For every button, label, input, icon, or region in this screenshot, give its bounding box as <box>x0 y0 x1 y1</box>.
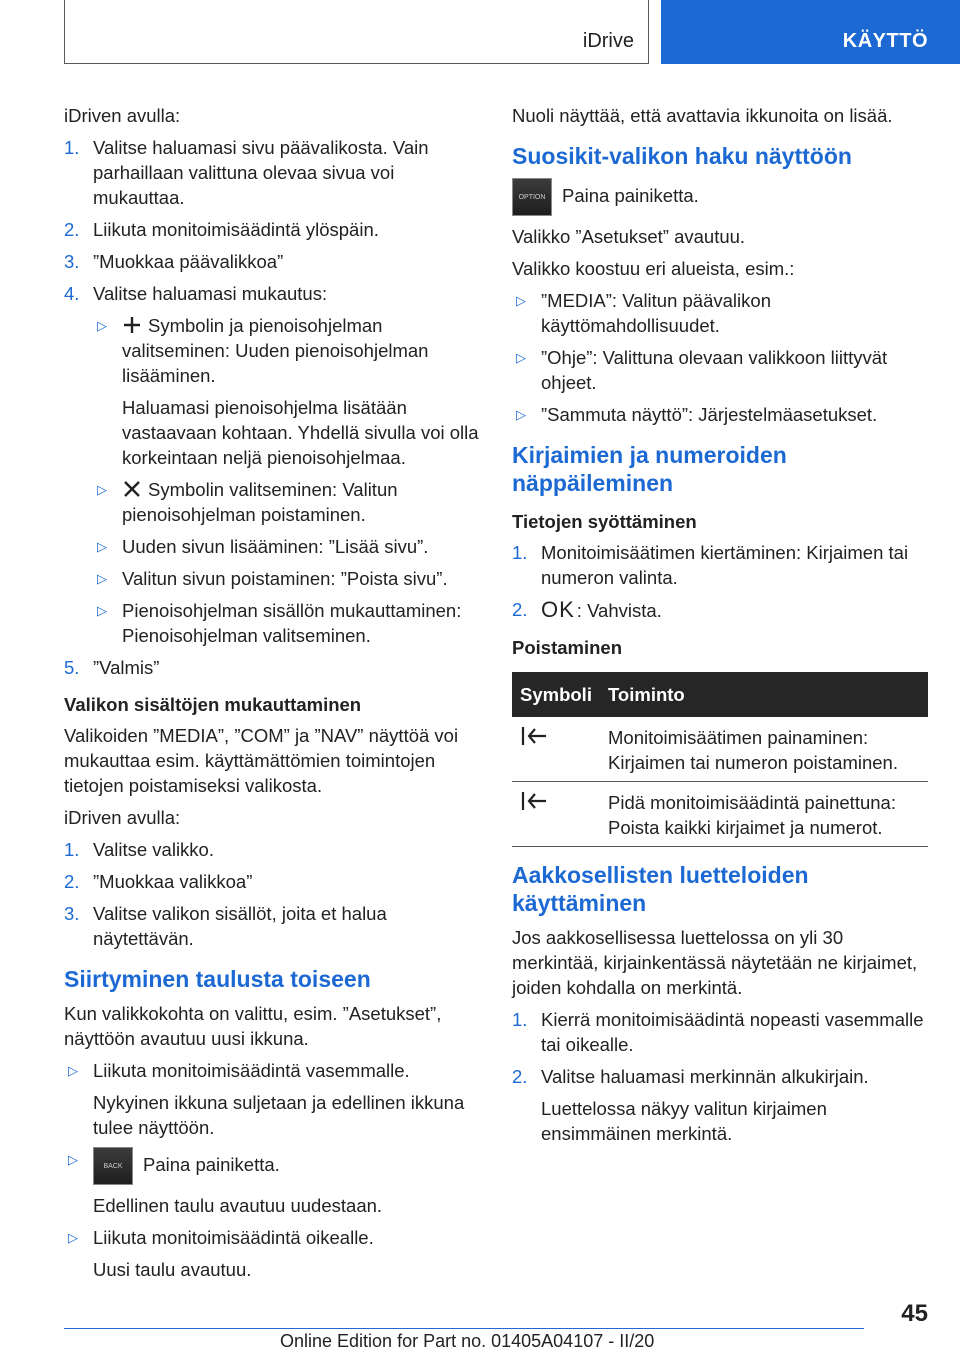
list-item: 4. Valitse haluamasi mukautus: <box>64 283 328 304</box>
bullet-item: ▷ ”Sammuta näyttö”: Järjestelmäasetukset. <box>516 404 878 425</box>
paragraph: Haluamasi pienoisohjelma lisätään vastaavaan kohtaan. Yhdellä sivulla voi olla korkeintaan neljä pienoisohjelmaa. <box>122 397 479 468</box>
list-item: 2. Valitse haluamasi merkinnän alkukirjain. <box>512 1066 869 1087</box>
triangle-bullet-icon: ▷ <box>97 603 107 618</box>
list-item: 2. Liikuta monitoimisäädintä ylöspäin. <box>64 219 379 240</box>
list-item: 1. Valitse valikko. <box>64 839 214 860</box>
button-instruction: OPTION Paina painiketta. <box>512 178 930 216</box>
sub-list-item: ▷ Valitun sivun poistaminen: ”Poista sivu”. <box>97 568 448 589</box>
header-section: iDrive <box>582 30 634 52</box>
subheading: Valikon sisältöjen mukauttaminen <box>64 694 362 715</box>
subheading: Poistaminen <box>512 637 622 658</box>
bullet-item: ▷ BACK Paina painiketta. <box>64 1147 482 1185</box>
left-column <box>64 103 482 1289</box>
sub-list-item: ▷ Pienoisohjelman sisällön mukauttaminen: Pienoisohjelman valitseminen. <box>97 600 462 646</box>
triangle-bullet-icon: ▷ <box>97 571 107 586</box>
header-box <box>64 0 649 64</box>
triangle-bullet-icon: ▷ <box>68 1152 78 1167</box>
list-item: 2. OK : Vahvista. <box>512 597 662 622</box>
list-item: 2. ”Muokkaa valikkoa” <box>64 871 253 892</box>
triangle-bullet-icon: ▷ <box>516 407 526 422</box>
paragraph: Luettelossa näkyy valitun kirjaimen ensimmäinen merkintä. <box>541 1098 827 1144</box>
subheading: Tietojen syöttäminen <box>512 511 697 532</box>
section-heading: Suosikit-valikon haku näyttöön <box>512 143 852 169</box>
option-button-icon: OPTION <box>512 178 552 216</box>
paragraph: Valikko koostuu eri alueista, esim.: <box>512 258 795 279</box>
list-item: 3. Valitse valikon sisällöt, joita et halua näytettävän. <box>64 903 387 949</box>
section-heading: Kirjaimien ja numeroiden näppäileminen <box>512 442 787 496</box>
paragraph: Edellinen taulu avautuu uudestaan. <box>93 1195 383 1216</box>
header-tab <box>661 0 960 64</box>
close-x-icon <box>122 479 142 499</box>
paragraph: Valikko ”Asetukset” avautuu. <box>512 226 746 247</box>
triangle-bullet-icon: ▷ <box>97 318 107 333</box>
list-item: 1. Monitoimisäätimen kiertäminen: Kirjaimen tai numeron valinta. <box>512 542 909 588</box>
triangle-bullet-icon: ▷ <box>68 1063 78 1078</box>
paragraph: iDriven avulla: <box>64 807 181 828</box>
list-item: 1. Valitse haluamasi sivu päävalikosta. Vain parhaillaan valittuna olevaa sivua voi mukauttaa. <box>64 137 429 208</box>
plus-icon <box>122 315 142 335</box>
triangle-bullet-icon: ▷ <box>516 293 526 308</box>
paragraph: Nuoli näyttää, että avattavia ikkunoita on lisää. <box>512 105 893 126</box>
bullet-item: ▷ Liikuta monitoimisäädintä oikealle. <box>68 1227 374 1248</box>
triangle-bullet-icon: ▷ <box>97 539 107 554</box>
bullet-item: ▷ ”Ohje”: Valittuna olevaan valikkoon liittyvät ohjeet. <box>516 347 888 393</box>
section-heading: Siirtyminen taulusta toiseen <box>64 966 371 992</box>
sub-list-item: ▷ Symbolin valitseminen: Valitun pienoisohjelman poistaminen. <box>97 479 398 525</box>
sub-list-item: ▷ Uuden sivun lisääminen: ”Lisää sivu”. <box>97 536 429 557</box>
triangle-bullet-icon: ▷ <box>68 1230 78 1245</box>
triangle-bullet-icon: ▷ <box>516 350 526 365</box>
paragraph: Uusi taulu avautuu. <box>93 1259 252 1280</box>
table-header: Symboli <box>512 672 600 717</box>
table-row: Pidä monitoimisäädintä painettuna: Poista kaikki kirjaimet ja numerot. <box>512 782 928 847</box>
page-number: 45 <box>901 1300 928 1327</box>
bullet-item: ▷ ”MEDIA”: Valitun päävalikon käyttömahdollisuudet. <box>516 290 771 336</box>
paragraph: Jos aakkosellisessa luettelossa on yli 30 merkintää, kirjainkentässä näytetään ne kirjaimet, joiden kohdalla on merkintä. <box>512 927 918 998</box>
footer-edition: Online Edition for Part no. 01405A04107 - II/20 <box>280 1331 655 1351</box>
list-item: 3. ”Muokkaa päävalikkoa” <box>64 251 284 272</box>
table-row: Monitoimisäätimen painaminen: Kirjaimen tai numeron poistaminen. <box>512 717 928 782</box>
delete-arrow-icon <box>520 790 548 812</box>
table-header: Toiminto <box>600 672 928 717</box>
footer-divider <box>64 1328 864 1329</box>
section-heading: Aakkosellisten luetteloiden käyttäminen <box>512 862 809 916</box>
paragraph: Kun valikkokohta on valittu, esim. ”Asetukset”, näyttöön avautuu uusi ikkuna. <box>64 1003 442 1049</box>
delete-table <box>512 672 928 847</box>
right-column <box>512 103 930 1153</box>
bullet-item: ▷ Liikuta monitoimisäädintä vasemmalle. <box>68 1060 410 1081</box>
sub-list-item: ▷ Symbolin ja pienoisohjelman valitseminen: Uuden pienoisohjelman lisääminen. <box>97 315 429 386</box>
paragraph: iDriven avulla: <box>64 105 181 126</box>
list-item: 5. ”Valmis” <box>64 657 160 678</box>
back-button-icon: BACK <box>93 1147 133 1185</box>
paragraph: Valikoiden ”MEDIA”, ”COM” ja ”NAV” näyttöä voi mukauttaa esim. käyttämättömien toimintojen tietojen poistamiseksi valikosta. <box>64 725 459 796</box>
triangle-bullet-icon: ▷ <box>97 482 107 497</box>
delete-arrow-icon <box>520 725 548 747</box>
list-item: 1. Kierrä monitoimisäädintä nopeasti vasemmalle tai oikealle. <box>512 1009 924 1055</box>
header-tab-label: KÄYTTÖ <box>842 30 928 52</box>
paragraph: Nykyinen ikkuna suljetaan ja edellinen ikkuna tulee näyttöön. <box>93 1092 465 1138</box>
ok-symbol: OK <box>541 597 575 622</box>
